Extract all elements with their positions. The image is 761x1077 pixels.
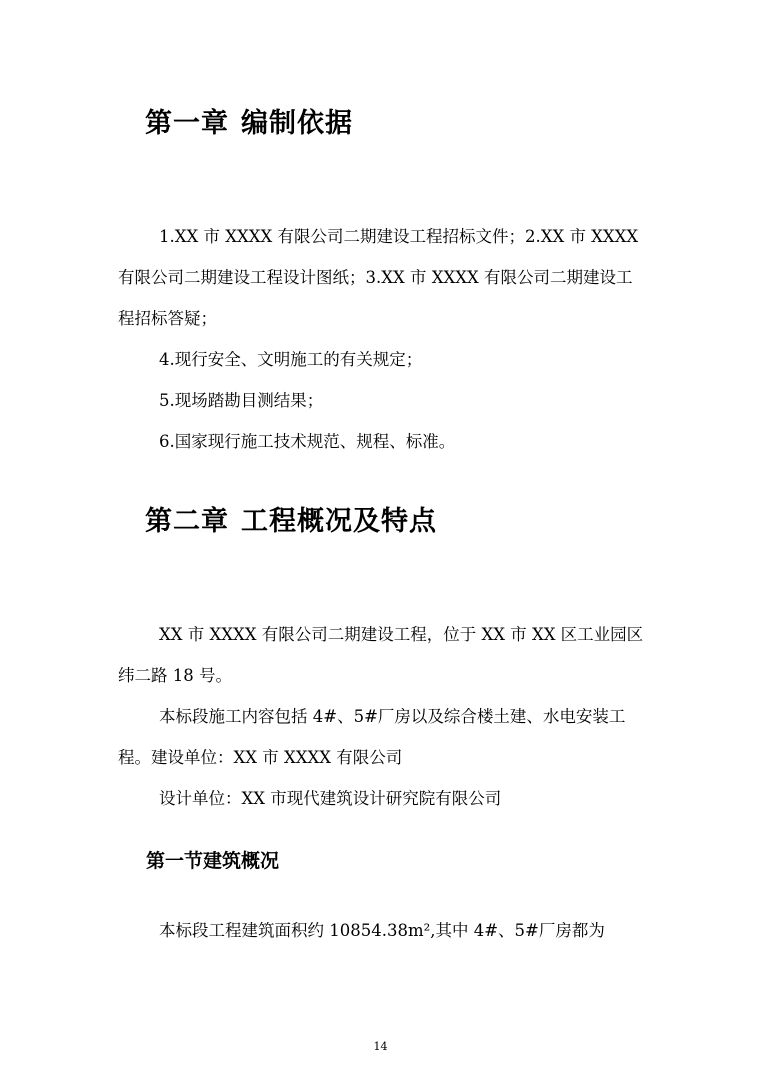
chapter-1-paragraph-4: 6.国家现行施工技术规范、规程、标准。 bbox=[159, 432, 456, 451]
chapter-1-paragraph-1: 1.XX 市 XXXX 有限公司二期建设工程招标文件；2.XX 市 XXXX 有限公司二期建设工程设计图纸；3.XX 市 XXXX 有限公司二期建设工程招标答疑； bbox=[118, 227, 639, 328]
chapter-1-number: 第一章 bbox=[145, 108, 229, 139]
chapter-2-paragraph-3: 设计单位：XX 市现代建筑设计研究院有限公司 bbox=[159, 789, 502, 808]
section-1-paragraph-1: 本标段工程建筑面积约 10854.38m²,其中 4#、5#厂房都为 bbox=[159, 921, 605, 940]
page-number: 14 bbox=[373, 1040, 388, 1053]
chapter-2-heading bbox=[145, 499, 437, 538]
chapter-1-title: 编制依据 bbox=[241, 108, 353, 139]
chapter-2-paragraph-1: XX 市 XXXX 有限公司二期建设工程，位于 XX 市 XX 区工业园区纬二路 18 号。 bbox=[118, 625, 644, 685]
section-1-heading: 第一节建筑概况 bbox=[146, 850, 280, 872]
chapter-2-title: 工程概况及特点 bbox=[241, 506, 437, 537]
chapter-1-heading bbox=[145, 101, 353, 140]
chapter-2-number: 第二章 bbox=[145, 506, 229, 537]
chapter-1-paragraph-2: 4.现行安全、文明施工的有关规定； bbox=[159, 350, 423, 369]
chapter-2-paragraph-2: 本标段施工内容包括 4#、5#厂房以及综合楼土建、水电安装工程。建设单位：XX 市 XXXX 有限公司 bbox=[118, 707, 626, 767]
chapter-1-paragraph-3: 5.现场踏勘目测结果； bbox=[159, 391, 324, 410]
